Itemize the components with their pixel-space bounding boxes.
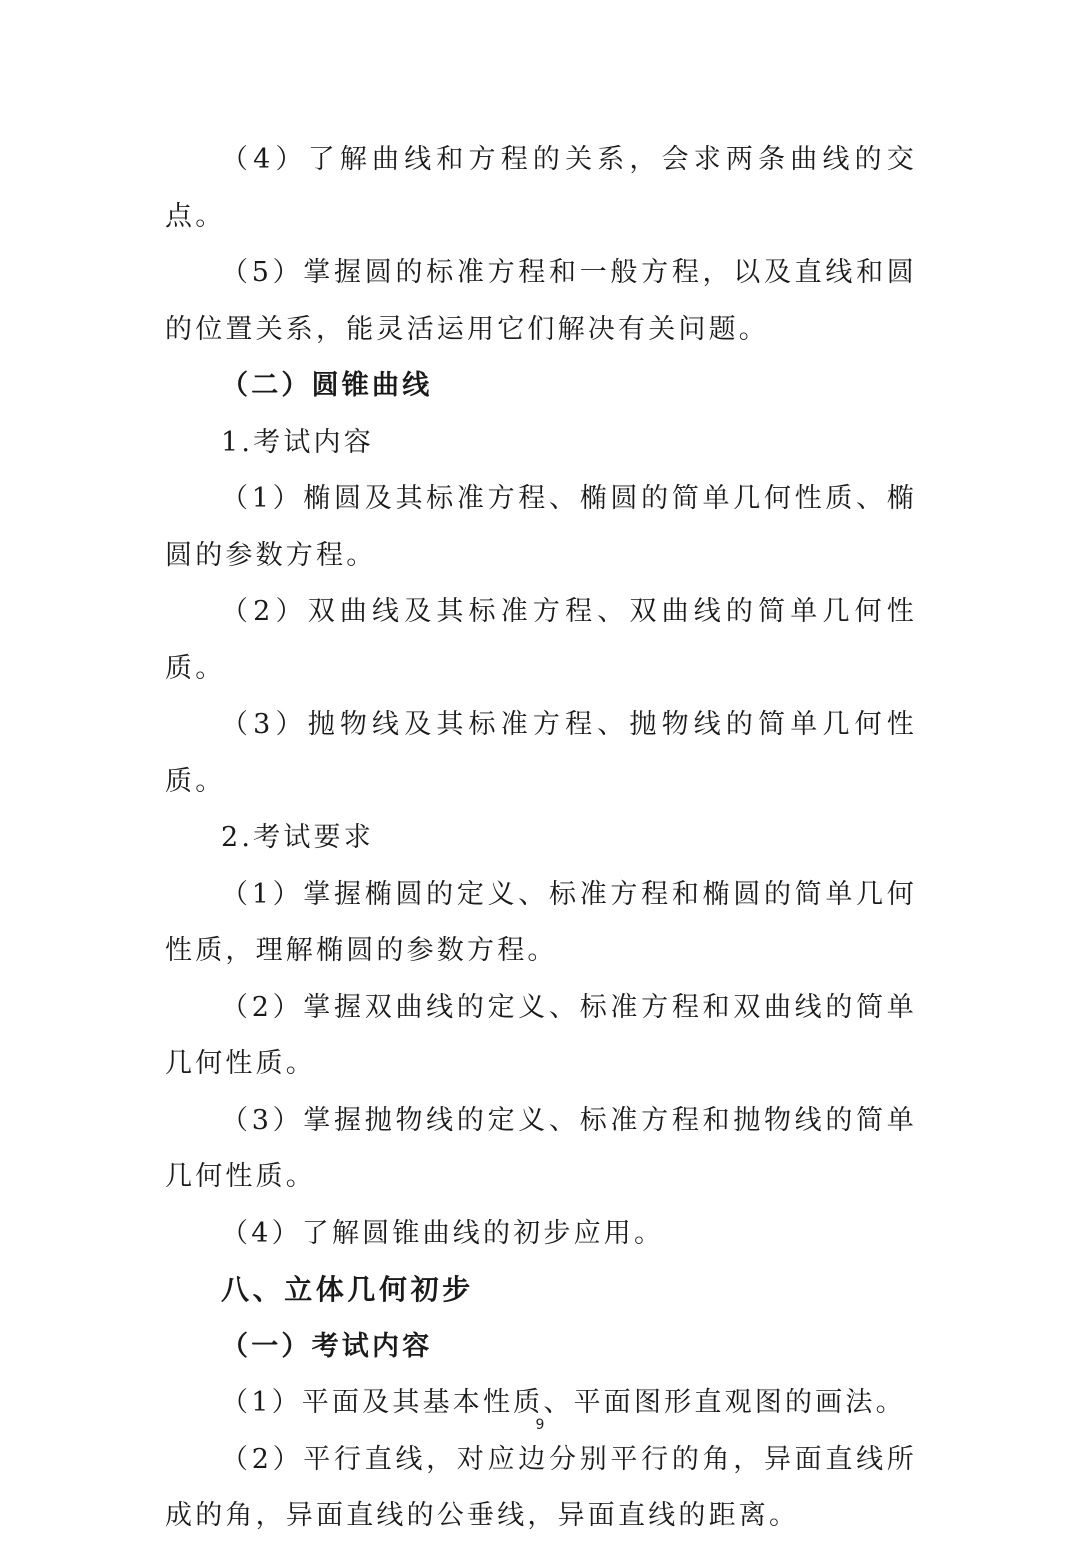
paragraph-requirement-2: （2）掌握双曲线的定义、标准方程和双曲线的简单几何性质。 [165,991,917,1079]
paragraph-content-3: （3）抛物线及其标准方程、抛物线的简单几何性质。 [165,709,917,797]
paragraph-content-2: （2）双曲线及其标准方程、双曲线的简单几何性质。 [165,596,917,684]
paragraph-requirement-1: （1）掌握椭圆的定义、标准方程和椭圆的简单几何性质，理解椭圆的参数方程。 [165,878,917,966]
paragraph-item-4: （4）了解曲线和方程的关系，会求两条曲线的交点。 [165,144,917,232]
document-body [165,132,917,1545]
paragraph-requirement-4: （4）了解圆锥曲线的初步应用。 [221,1217,665,1249]
section-subheading-exam-content: （一）考试内容 [221,1330,433,1362]
paragraph-geometry-1: （1）平面及其基本性质、平面图形直观图的画法。 [221,1387,906,1418]
section-subheading-conic-curves: （二）圆锥曲线 [221,370,433,401]
page-number: 9 [535,1417,545,1433]
subsection-exam-requirements: 2.考试要求 [221,822,374,853]
paragraph-geometry-2: （2）平行直线，对应边分别平行的角，异面直线所成的角，异面直线的公垂线，异面直线的距离。 [165,1443,917,1531]
paragraph-content-1: （1）椭圆及其标准方程、椭圆的简单几何性质、椭圆的参数方程。 [165,483,917,571]
subsection-exam-content: 1.考试内容 [221,426,374,458]
paragraph-item-5: （5）掌握圆的标准方程和一般方程，以及直线和圆的位置关系，能灵活运用它们解决有关问题。 [165,257,917,345]
paragraph-requirement-3: （3）掌握抛物线的定义、标准方程和抛物线的简单几何性质。 [165,1104,917,1192]
section-heading-solid-geometry: 八、立体几何初步 [221,1273,474,1306]
